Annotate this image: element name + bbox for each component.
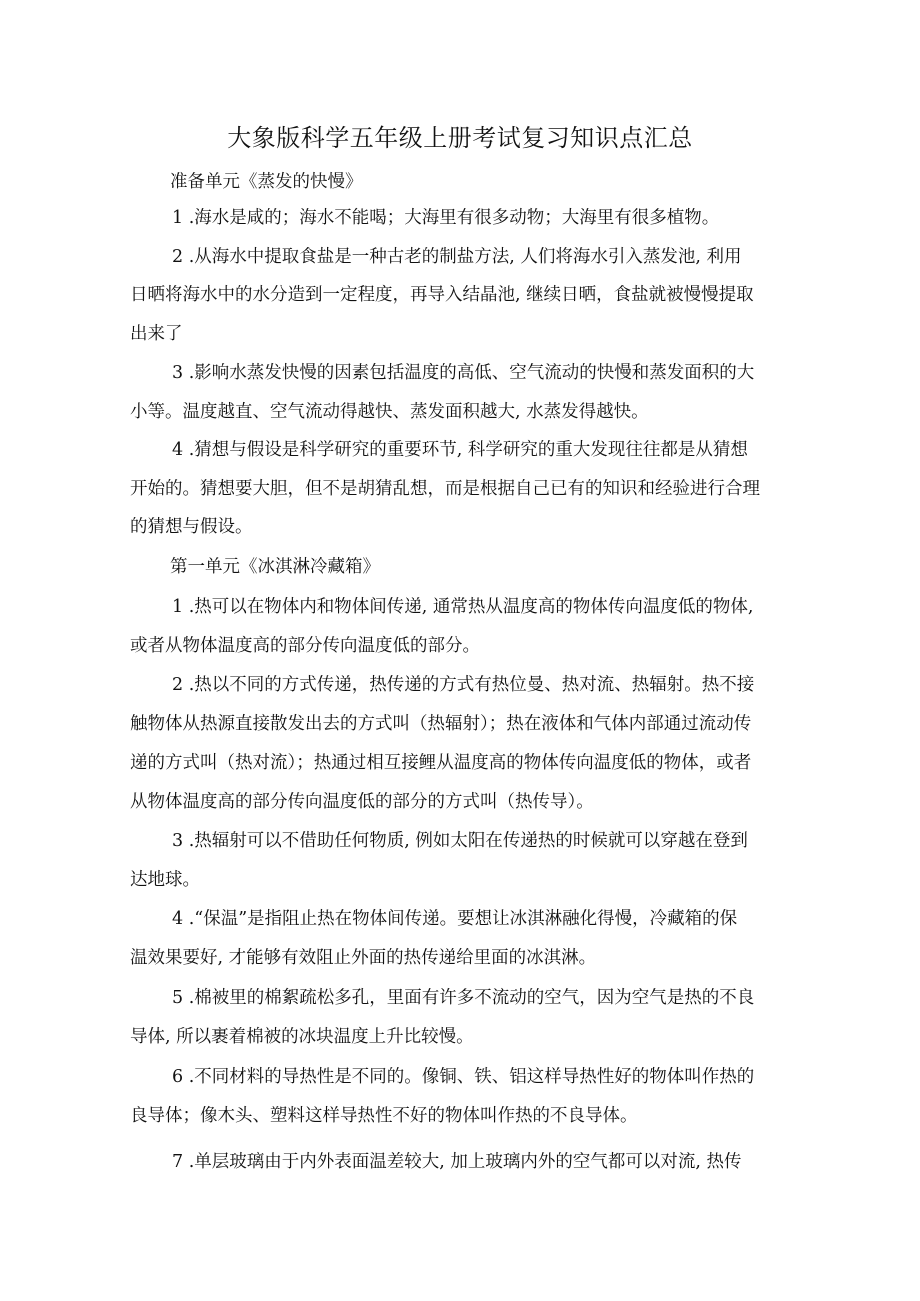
paragraph-line: 触物体从热源直接散发出去的方式叫（热辐射）；热在液体和气体内部通过流动传 [130, 714, 752, 734]
document-title: 大象版科学五年级上册考试复习知识点汇总 [227, 124, 693, 152]
section-heading: 第一单元《冰淇淋冷藏箱》 [170, 557, 380, 577]
paragraph-line: 的猜想与假设。 [130, 517, 253, 537]
paragraph-line: 7 .单层玻璃由于内外表面温差较大, 加上玻璃内外的空气都可以对流, 热传 [172, 1152, 742, 1172]
paragraph-line: 开始的。猜想要大胆，但不是胡猜乱想，而是根据自己已有的知识和经验进行合理 [130, 479, 760, 499]
paragraph-line: 5 .棉被里的棉絮疏松多孔，里面有许多不流动的空气，因为空气是热的不良 [172, 988, 755, 1008]
paragraph-line: 出来了 [130, 324, 183, 344]
paragraph-line: 温效果要好, 才能够有效阻止外面的热传递给里面的冰淇淋。 [130, 948, 597, 968]
paragraph-line: 导体, 所以裹着棉被的冰块温度上升比较慢。 [130, 1027, 474, 1047]
paragraph-line: 1 .海水是咸的；海水不能喝；大海里有很多动物；大海里有很多植物。 [172, 208, 720, 228]
paragraph-line: 从物体温度高的部分传向温度低的部分的方式叫（热传导）。 [130, 792, 594, 812]
paragraph-line: 3 .影响水蒸发快慢的因素包括温度的高低、空气流动的快慢和蒸发面积的大 [172, 363, 755, 383]
paragraph-line: 3 .热辐射可以不借助任何物质, 例如太阳在传递热的时候就可以穿越在登到 [172, 831, 748, 851]
paragraph-line: 2 .热以不同的方式传递，热传递的方式有热位曼、热对流、热辐射。热不接 [172, 675, 755, 695]
paragraph-line: 良导体；像木头、塑料这样导热性不好的物体叫作热的不良导体。 [130, 1106, 638, 1126]
section-heading: 准备单元《蒸发的快慢》 [170, 172, 363, 192]
paragraph-line: 6 .不同材料的导热性是不同的。像铜、铁、铝这样导热性好的物体叫作热的 [172, 1067, 755, 1087]
paragraph-line: 达地球。 [130, 870, 200, 890]
paragraph-line: 或者从物体温度高的部分传向温度低的部分。 [130, 636, 480, 656]
paragraph-line: 小等。温度越直、空气流动得越快、蒸发面积越大, 水蒸发得越快。 [130, 402, 649, 422]
paragraph-line: 4 .“保温”是指阻止热在物体间传递。要想让冰淇淋融化得慢，冷藏箱的保 [172, 909, 738, 929]
paragraph-line: 日晒将海水中的水分造到一定程度，再导入结晶池, 继续日晒，食盐就被慢慢提取 [130, 285, 754, 305]
paragraph-line: 递的方式叫（热对流）；热通过相互接鲤从温度高的物体传向温度低的物体，或者 [130, 753, 752, 773]
paragraph-line: 1 .热可以在物体内和物体间传递, 通常热从温度高的物体传向温度低的物体, [172, 597, 754, 617]
paragraph-line: 4 .猜想与假设是科学研究的重要环节, 科学研究的重大发现往往都是从猜想 [172, 440, 748, 460]
paragraph-line: 2 .从海水中提取食盐是一种古老的制盐方法, 人们将海水引入蒸发池, 利用 [172, 247, 742, 267]
